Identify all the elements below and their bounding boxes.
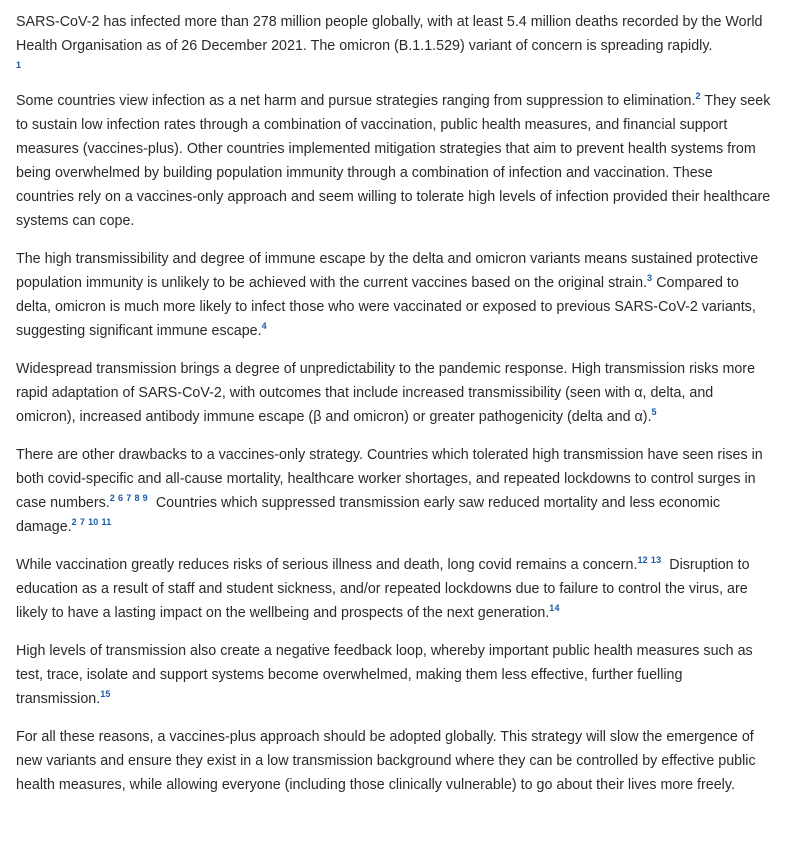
reference-link[interactable]: 7 bbox=[79, 517, 86, 527]
paragraph-drawbacks bbox=[16, 443, 772, 539]
paragraph-text: There are other drawbacks to a vaccines-only strategy. Countries which tolerated high transmission have seen rises in both covid-specific and all-cause mortality, healthcare worker shortages, and repeated lockdowns to control surges in case numbers. bbox=[16, 447, 763, 511]
paragraph-text: Countries which suppressed transmission early saw reduced mortality and less economic damage. bbox=[16, 495, 721, 535]
reference-link[interactable]: 14 bbox=[549, 603, 560, 613]
reference-link[interactable]: 4 bbox=[261, 321, 267, 331]
paragraph-feedback-loop bbox=[16, 639, 772, 711]
paragraph-text: For all these reasons, a vaccines-plus approach should be adopted globally. This strategy will slow the emergence of new variants and ensure they exist in a low transmission background where they can be controlled by effective public health measures, while allowing everyone (including those clinically vulnerable) to go about their lives more freely. bbox=[16, 729, 756, 793]
paragraph-text: Some countries view infection as a net harm and pursue strategies ranging from suppression to elimination. bbox=[16, 93, 696, 109]
reference-link[interactable]: 10 bbox=[88, 517, 99, 527]
reference-link[interactable]: 2 bbox=[71, 517, 77, 527]
paragraph-text: Disruption to education as a result of staff and student sickness, and/or repeated lockdowns due to failure to control the virus, are likely to have a lasting impact on the wellbeing and prospects of the next generation. bbox=[16, 557, 750, 621]
paragraph-conclusion bbox=[16, 725, 772, 797]
reference-link[interactable]: 2 bbox=[109, 493, 115, 503]
reference-link[interactable]: 2 bbox=[695, 91, 701, 101]
paragraph-strategies bbox=[16, 89, 772, 233]
reference-link[interactable]: 12 bbox=[637, 555, 648, 565]
paragraph-text: Widespread transmission brings a degree of unpredictability to the pandemic response. High transmission risks more rapid adaptation of SARS-CoV-2, with outcomes that include increased transmissibility (seen with α, delta, and omicron), increased antibody immune escape (β and omicron) or greater pathogenicity (delta and α). bbox=[16, 361, 756, 425]
paragraph-text: SARS-CoV-2 has infected more than 278 million people globally, with at least 5.4 million deaths recorded by the World Health Organisation as of 26 December 2021. The omicron (B.1.1.529) variant of concern is spreading rapidly. bbox=[16, 14, 763, 54]
paragraph-text: High levels of transmission also create a negative feedback loop, whereby important public health measures such as test, trace, isolate and support systems become overwhelmed, making them less effective, further fuelling transmission. bbox=[16, 643, 753, 707]
reference-link[interactable]: 11 bbox=[101, 517, 112, 527]
paragraph-text: They seek to sustain low infection rates through a combination of vaccination, public health measures, and financial support measures (vaccines-plus). Other countries implemented mitigation strategies that aim to prevent health systems from being overwhelmed by building population immunity through a combination of infection and vaccination. These countries rely on a vaccines-only approach and seem willing to tolerate high levels of infection provided their healthcare systems can cope. bbox=[16, 93, 771, 229]
reference-link[interactable]: 15 bbox=[100, 689, 111, 699]
paragraph-text: While vaccination greatly reduces risks of serious illness and death, long covid remains a concern. bbox=[16, 557, 638, 573]
reference-link[interactable]: 7 bbox=[126, 493, 132, 503]
reference-link[interactable]: 9 bbox=[142, 493, 148, 503]
reference-link[interactable]: 13 bbox=[650, 555, 662, 565]
reference-link[interactable]: 3 bbox=[647, 273, 653, 283]
reference-link[interactable]: 6 bbox=[118, 493, 124, 503]
paragraph-unpredictability bbox=[16, 357, 772, 429]
paragraph-infection-stats bbox=[16, 10, 772, 73]
reference-link[interactable]: 8 bbox=[134, 493, 140, 503]
paragraph-immune-escape bbox=[16, 247, 772, 343]
reference-link[interactable]: 1 bbox=[16, 60, 22, 70]
paragraph-text: Compared to delta, omicron is much more likely to infect those who were vaccinated or exposed to previous SARS-CoV-2 variants, suggesting significant immune escape. bbox=[16, 275, 756, 339]
paragraph-long-covid bbox=[16, 553, 772, 625]
reference-group bbox=[16, 56, 772, 73]
paragraph-text: The high transmissibility and degree of immune escape by the delta and omicron variants means sustained protective population immunity is unlikely to be achieved with the current vaccines based on the original strain. bbox=[16, 251, 759, 291]
reference-link[interactable]: 5 bbox=[651, 407, 657, 417]
